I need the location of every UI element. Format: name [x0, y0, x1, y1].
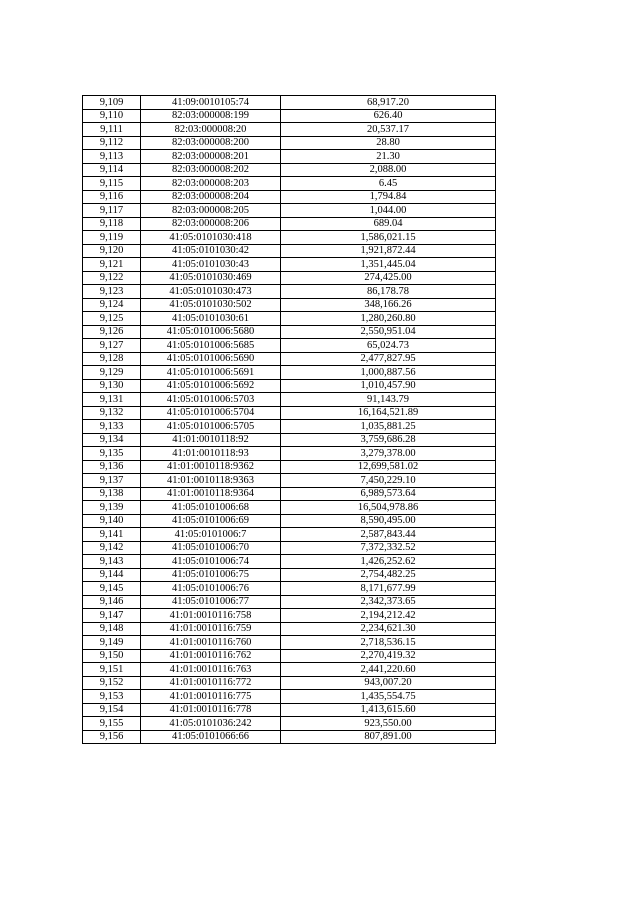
row-number-cell: 9,141 [83, 528, 141, 542]
row-number-cell: 9,118 [83, 217, 141, 231]
cadastral-number-cell: 41:05:0101006:70 [141, 541, 281, 555]
row-number-cell: 9,133 [83, 420, 141, 434]
row-number-cell: 9,115 [83, 177, 141, 191]
row-number-cell: 9,142 [83, 541, 141, 555]
row-number-cell: 9,148 [83, 622, 141, 636]
row-number-cell: 9,122 [83, 271, 141, 285]
table-row [83, 595, 496, 609]
table-row [83, 690, 496, 704]
value-cell: 91,143.79 [281, 393, 496, 407]
value-cell: 1,035,881.25 [281, 420, 496, 434]
value-cell: 20,537.17 [281, 123, 496, 137]
row-number-cell: 9,155 [83, 717, 141, 731]
cadastral-number-cell: 41:05:0101006:76 [141, 582, 281, 596]
value-cell: 8,590,495.00 [281, 514, 496, 528]
row-number-cell: 9,153 [83, 690, 141, 704]
row-number-cell: 9,129 [83, 366, 141, 380]
value-cell: 28.80 [281, 136, 496, 150]
row-number-cell: 9,149 [83, 636, 141, 650]
cadastral-number-cell: 41:01:0010116:759 [141, 622, 281, 636]
table-row [83, 406, 496, 420]
cadastral-number-cell: 41:01:0010116:778 [141, 703, 281, 717]
cadastral-number-cell: 41:05:0101036:242 [141, 717, 281, 731]
row-number-cell: 9,132 [83, 406, 141, 420]
value-cell: 3,759,686.28 [281, 433, 496, 447]
row-number-cell: 9,117 [83, 204, 141, 218]
table-row [83, 663, 496, 677]
row-number-cell: 9,151 [83, 663, 141, 677]
cadastral-number-cell: 41:05:0101066:66 [141, 730, 281, 744]
cadastral-number-cell: 41:01:0010116:758 [141, 609, 281, 623]
row-number-cell: 9,127 [83, 339, 141, 353]
value-cell: 1,794.84 [281, 190, 496, 204]
value-cell: 1,044.00 [281, 204, 496, 218]
cadastral-number-cell: 41:05:0101006:68 [141, 501, 281, 515]
value-cell: 8,171,677.99 [281, 582, 496, 596]
table-row [83, 447, 496, 461]
cadastral-number-cell: 82:03:000008:205 [141, 204, 281, 218]
value-cell: 2,234,621.30 [281, 622, 496, 636]
cadastral-number-cell: 41:05:0101006:5685 [141, 339, 281, 353]
value-cell: 2,088.00 [281, 163, 496, 177]
table-row [83, 514, 496, 528]
value-cell: 1,921,872.44 [281, 244, 496, 258]
table-row [83, 217, 496, 231]
cadastral-number-cell: 82:03:000008:200 [141, 136, 281, 150]
table-row [83, 271, 496, 285]
value-cell: 1,586,021.15 [281, 231, 496, 245]
row-number-cell: 9,121 [83, 258, 141, 272]
table-row [83, 109, 496, 123]
table-row [83, 258, 496, 272]
table-row [83, 717, 496, 731]
row-number-cell: 9,150 [83, 649, 141, 663]
table-row [83, 96, 496, 110]
row-number-cell: 9,137 [83, 474, 141, 488]
table-row [83, 649, 496, 663]
table-row [83, 123, 496, 137]
table-row [83, 501, 496, 515]
cadastral-number-cell: 41:01:0010116:762 [141, 649, 281, 663]
cadastral-number-cell: 82:03:000008:199 [141, 109, 281, 123]
table-row [83, 204, 496, 218]
row-number-cell: 9,131 [83, 393, 141, 407]
row-number-cell: 9,146 [83, 595, 141, 609]
value-cell: 1,351,445.04 [281, 258, 496, 272]
cadastral-number-cell: 41:01:0010118:9363 [141, 474, 281, 488]
row-number-cell: 9,125 [83, 312, 141, 326]
table-row [83, 339, 496, 353]
cadastral-number-cell: 82:03:000008:202 [141, 163, 281, 177]
table-row [83, 177, 496, 191]
value-cell: 21.30 [281, 150, 496, 164]
value-cell: 2,477,827.95 [281, 352, 496, 366]
cadastral-number-cell: 82:03:000008:201 [141, 150, 281, 164]
cadastral-number-cell: 41:05:0101006:69 [141, 514, 281, 528]
value-cell: 2,270,419.32 [281, 649, 496, 663]
row-number-cell: 9,114 [83, 163, 141, 177]
value-cell: 2,718,536.15 [281, 636, 496, 650]
table-row [83, 393, 496, 407]
value-cell: 16,504,978.86 [281, 501, 496, 515]
table-row [83, 285, 496, 299]
table-row [83, 676, 496, 690]
table-row [83, 636, 496, 650]
cadastral-number-cell: 41:05:0101006:5703 [141, 393, 281, 407]
table-row [83, 703, 496, 717]
table-row [83, 609, 496, 623]
value-cell: 1,413,615.60 [281, 703, 496, 717]
row-number-cell: 9,109 [83, 96, 141, 110]
row-number-cell: 9,123 [83, 285, 141, 299]
row-number-cell: 9,110 [83, 109, 141, 123]
table-body [83, 96, 496, 744]
row-number-cell: 9,140 [83, 514, 141, 528]
value-cell: 1,000,887.56 [281, 366, 496, 380]
row-number-cell: 9,116 [83, 190, 141, 204]
table-row [83, 366, 496, 380]
table-row [83, 150, 496, 164]
table-row [83, 136, 496, 150]
cadastral-number-cell: 82:03:000008:203 [141, 177, 281, 191]
value-cell: 1,280,260.80 [281, 312, 496, 326]
row-number-cell: 9,136 [83, 460, 141, 474]
value-cell: 2,441,220.60 [281, 663, 496, 677]
table-row [83, 420, 496, 434]
row-number-cell: 9,154 [83, 703, 141, 717]
cadastral-number-cell: 41:05:0101006:5692 [141, 379, 281, 393]
cadastral-number-cell: 41:05:0101030:418 [141, 231, 281, 245]
cadastral-number-cell: 41:05:0101006:5691 [141, 366, 281, 380]
table-row [83, 474, 496, 488]
cadastral-number-cell: 41:05:0101030:61 [141, 312, 281, 326]
row-number-cell: 9,126 [83, 325, 141, 339]
row-number-cell: 9,111 [83, 123, 141, 137]
cadastral-number-cell: 41:01:0010116:775 [141, 690, 281, 704]
table-row [83, 622, 496, 636]
row-number-cell: 9,143 [83, 555, 141, 569]
table-row [83, 528, 496, 542]
row-number-cell: 9,156 [83, 730, 141, 744]
row-number-cell: 9,130 [83, 379, 141, 393]
table-row [83, 433, 496, 447]
table-row [83, 190, 496, 204]
cadastral-number-cell: 41:05:0101006:7 [141, 528, 281, 542]
table-row [83, 555, 496, 569]
value-cell: 7,450,229.10 [281, 474, 496, 488]
table-row [83, 352, 496, 366]
cadastral-number-cell: 41:01:0010116:772 [141, 676, 281, 690]
value-cell: 7,372,332.52 [281, 541, 496, 555]
data-table [82, 95, 496, 744]
row-number-cell: 9,112 [83, 136, 141, 150]
value-cell: 274,425.00 [281, 271, 496, 285]
row-number-cell: 9,138 [83, 487, 141, 501]
value-cell: 1,010,457.90 [281, 379, 496, 393]
cadastral-number-cell: 41:05:0101006:5690 [141, 352, 281, 366]
value-cell: 2,754,482.25 [281, 568, 496, 582]
table-row [83, 568, 496, 582]
value-cell: 2,587,843.44 [281, 528, 496, 542]
value-cell: 86,178.78 [281, 285, 496, 299]
table-row [83, 244, 496, 258]
row-number-cell: 9,135 [83, 447, 141, 461]
value-cell: 1,426,252.62 [281, 555, 496, 569]
value-cell: 943,007.20 [281, 676, 496, 690]
cadastral-number-cell: 41:09:0010105:74 [141, 96, 281, 110]
row-number-cell: 9,119 [83, 231, 141, 245]
value-cell: 1,435,554.75 [281, 690, 496, 704]
value-cell: 923,550.00 [281, 717, 496, 731]
value-cell: 2,194,212.42 [281, 609, 496, 623]
value-cell: 68,917.20 [281, 96, 496, 110]
value-cell: 6.45 [281, 177, 496, 191]
table-row [83, 298, 496, 312]
cadastral-number-cell: 82:03:000008:20 [141, 123, 281, 137]
row-number-cell: 9,152 [83, 676, 141, 690]
value-cell: 2,550,951.04 [281, 325, 496, 339]
cadastral-number-cell: 41:05:0101006:75 [141, 568, 281, 582]
cadastral-number-cell: 41:05:0101030:42 [141, 244, 281, 258]
value-cell: 689.04 [281, 217, 496, 231]
cadastral-number-cell: 41:05:0101006:5705 [141, 420, 281, 434]
table-row [83, 582, 496, 596]
cadastral-number-cell: 41:01:0010118:9362 [141, 460, 281, 474]
cadastral-number-cell: 41:05:0101030:502 [141, 298, 281, 312]
value-cell: 348,166.26 [281, 298, 496, 312]
cadastral-number-cell: 41:01:0010116:763 [141, 663, 281, 677]
table-row [83, 312, 496, 326]
row-number-cell: 9,124 [83, 298, 141, 312]
row-number-cell: 9,147 [83, 609, 141, 623]
value-cell: 807,891.00 [281, 730, 496, 744]
row-number-cell: 9,120 [83, 244, 141, 258]
value-cell: 2,342,373.65 [281, 595, 496, 609]
value-cell: 12,699,581.02 [281, 460, 496, 474]
table-row [83, 730, 496, 744]
table-row [83, 487, 496, 501]
table-row [83, 231, 496, 245]
row-number-cell: 9,139 [83, 501, 141, 515]
row-number-cell: 9,144 [83, 568, 141, 582]
cadastral-number-cell: 41:01:0010118:92 [141, 433, 281, 447]
value-cell: 6,989,573.64 [281, 487, 496, 501]
row-number-cell: 9,145 [83, 582, 141, 596]
cadastral-number-cell: 41:05:0101030:469 [141, 271, 281, 285]
value-cell: 16,164,521.89 [281, 406, 496, 420]
cadastral-number-cell: 41:05:0101030:473 [141, 285, 281, 299]
cadastral-number-cell: 82:03:000008:204 [141, 190, 281, 204]
cadastral-number-cell: 82:03:000008:206 [141, 217, 281, 231]
row-number-cell: 9,113 [83, 150, 141, 164]
cadastral-number-cell: 41:05:0101006:74 [141, 555, 281, 569]
cadastral-number-cell: 41:05:0101006:5680 [141, 325, 281, 339]
table-row [83, 460, 496, 474]
cadastral-number-cell: 41:01:0010118:9364 [141, 487, 281, 501]
value-cell: 626.40 [281, 109, 496, 123]
value-cell: 65,024.73 [281, 339, 496, 353]
row-number-cell: 9,128 [83, 352, 141, 366]
cadastral-number-cell: 41:05:0101030:43 [141, 258, 281, 272]
cadastral-number-cell: 41:01:0010118:93 [141, 447, 281, 461]
value-cell: 3,279,378.00 [281, 447, 496, 461]
table-row [83, 379, 496, 393]
cadastral-number-cell: 41:05:0101006:77 [141, 595, 281, 609]
cadastral-number-cell: 41:01:0010116:760 [141, 636, 281, 650]
cadastral-number-cell: 41:05:0101006:5704 [141, 406, 281, 420]
row-number-cell: 9,134 [83, 433, 141, 447]
table-row [83, 163, 496, 177]
table-row [83, 325, 496, 339]
table-row [83, 541, 496, 555]
